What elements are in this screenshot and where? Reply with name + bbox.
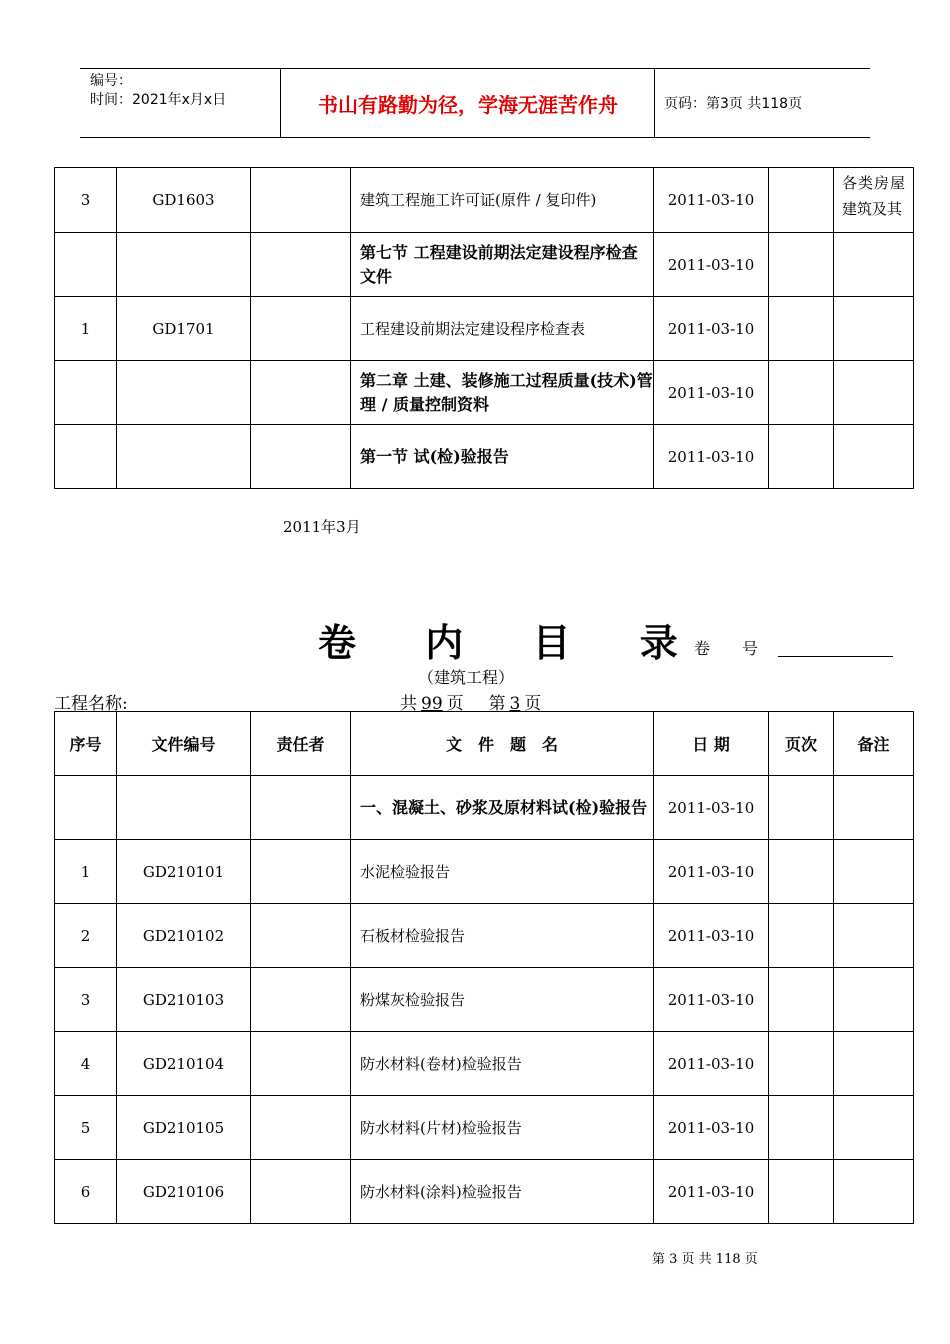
file-title: 工程建设前期法定建设程序检查表 xyxy=(351,297,654,361)
file-code: GD1603 xyxy=(117,168,251,233)
responsible-party xyxy=(251,233,351,297)
responsible-party xyxy=(251,776,351,840)
file-date: 2011-03-10 xyxy=(654,233,769,297)
remarks xyxy=(834,968,914,1032)
file-date: 2011-03-10 xyxy=(654,904,769,968)
row-number xyxy=(55,233,117,297)
page-count xyxy=(769,425,834,489)
table-row xyxy=(55,1160,914,1224)
column-header: 备注 xyxy=(834,712,914,776)
responsible-party xyxy=(251,1160,351,1224)
table-row xyxy=(55,904,914,968)
total-suffix: 页 xyxy=(446,694,464,714)
page-count xyxy=(769,233,834,297)
file-title: 水泥检验报告 xyxy=(351,840,654,904)
row-number xyxy=(55,361,117,425)
catalog-title: 卷 内 目 录 xyxy=(318,620,706,665)
table-row xyxy=(55,840,914,904)
file-code xyxy=(117,776,251,840)
file-date: 2011-03-10 xyxy=(654,297,769,361)
header-page-info: 页码：第3页 共118页 xyxy=(664,96,803,112)
row-number xyxy=(55,776,117,840)
responsible-party xyxy=(251,840,351,904)
file-title: 第一节 试(检)验报告 xyxy=(351,425,654,489)
page-count xyxy=(769,840,834,904)
row-number: 6 xyxy=(55,1160,117,1224)
remarks-text: 各类房屋建筑及其 xyxy=(842,174,905,218)
responsible-party xyxy=(251,968,351,1032)
table-row xyxy=(55,297,914,361)
file-title: 建筑工程施工许可证(原件 / 复印件) xyxy=(351,168,654,233)
date-line: 2011年3月 xyxy=(283,518,361,536)
file-code: GD1701 xyxy=(117,297,251,361)
table-header-row xyxy=(55,712,914,776)
file-date: 2011-03-10 xyxy=(654,425,769,489)
file-code xyxy=(117,425,251,489)
file-code xyxy=(117,361,251,425)
page-count xyxy=(769,1096,834,1160)
file-date: 2011-03-10 xyxy=(654,1096,769,1160)
file-date: 2011-03-10 xyxy=(654,968,769,1032)
current-page: 3 xyxy=(509,694,521,714)
table-row xyxy=(55,968,914,1032)
file-date: 2011-03-10 xyxy=(654,361,769,425)
column-header: 日 期 xyxy=(654,712,769,776)
page-prefix: 第 xyxy=(488,694,506,714)
catalog-subtitle: （建筑工程） xyxy=(418,668,515,687)
responsible-party xyxy=(251,361,351,425)
volume-number-line xyxy=(778,656,893,657)
remarks xyxy=(834,361,914,425)
volume-label: 卷 号 xyxy=(694,639,759,658)
remarks xyxy=(834,904,914,968)
page-count xyxy=(769,968,834,1032)
file-code: GD210105 xyxy=(117,1096,251,1160)
remarks xyxy=(834,233,914,297)
project-name-label: 工程名称: xyxy=(54,694,128,714)
table-row xyxy=(55,233,914,297)
catalog-table-continued xyxy=(54,167,914,489)
remarks xyxy=(834,1032,914,1096)
column-header: 文 件 题 名 xyxy=(351,712,654,776)
page-count xyxy=(769,361,834,425)
page-count xyxy=(769,168,834,233)
row-number: 2 xyxy=(55,904,117,968)
responsible-party xyxy=(251,1032,351,1096)
table-row xyxy=(55,1032,914,1096)
remarks xyxy=(834,840,914,904)
row-number: 3 xyxy=(55,168,117,233)
responsible-party xyxy=(251,1096,351,1160)
row-number: 3 xyxy=(55,968,117,1032)
remarks xyxy=(834,425,914,489)
row-number xyxy=(55,425,117,489)
page-count xyxy=(769,904,834,968)
row-number: 1 xyxy=(55,297,117,361)
file-code xyxy=(117,233,251,297)
file-title: 第七节 工程建设前期法定建设程序检查文件 xyxy=(351,233,654,297)
page-header xyxy=(80,68,870,138)
page-count xyxy=(769,776,834,840)
page-count xyxy=(769,1032,834,1096)
file-date: 2011-03-10 xyxy=(654,168,769,233)
file-title: 第二章 土建、装修施工过程质量(技术)管理 / 质量控制资料 xyxy=(351,361,654,425)
time-label: 时间：2021年x月x日 xyxy=(90,92,227,108)
remarks xyxy=(834,168,914,233)
responsible-party xyxy=(251,425,351,489)
column-header: 页次 xyxy=(769,712,834,776)
file-title: 防水材料(片材)检验报告 xyxy=(351,1096,654,1160)
serial-number-label: 编号： xyxy=(90,73,132,89)
column-header: 责任者 xyxy=(251,712,351,776)
catalog-table xyxy=(54,711,914,1224)
header-meta xyxy=(80,69,281,137)
row-number: 1 xyxy=(55,840,117,904)
header-motto: 书山有路勤为径，学海无涯苦作舟 xyxy=(282,69,655,137)
file-title: 石板材检验报告 xyxy=(351,904,654,968)
page-count xyxy=(769,1160,834,1224)
page-suffix: 页 xyxy=(524,694,542,714)
file-date: 2011-03-10 xyxy=(654,776,769,840)
table-row xyxy=(55,1096,914,1160)
file-title: 防水材料(卷材)检验报告 xyxy=(351,1032,654,1096)
file-code: GD210103 xyxy=(117,968,251,1032)
total-pages: 99 xyxy=(421,694,443,714)
row-number: 4 xyxy=(55,1032,117,1096)
file-date: 2011-03-10 xyxy=(654,1160,769,1224)
file-date: 2011-03-10 xyxy=(654,840,769,904)
page-footer: 第 3 页 共 118 页 xyxy=(652,1252,758,1267)
file-title: 一、混凝土、砂浆及原材料试(检)验报告 xyxy=(351,776,654,840)
table-row xyxy=(55,168,914,233)
table-row xyxy=(55,361,914,425)
remarks xyxy=(834,1096,914,1160)
responsible-party xyxy=(251,297,351,361)
table-row xyxy=(55,425,914,489)
file-code: GD210101 xyxy=(117,840,251,904)
column-header: 文件编号 xyxy=(117,712,251,776)
file-title: 防水材料(涂料)检验报告 xyxy=(351,1160,654,1224)
file-code: GD210102 xyxy=(117,904,251,968)
remarks xyxy=(834,1160,914,1224)
total-prefix: 共 xyxy=(400,694,417,714)
table-row xyxy=(55,776,914,840)
column-header: 序号 xyxy=(55,712,117,776)
file-title: 粉煤灰检验报告 xyxy=(351,968,654,1032)
file-code: GD210106 xyxy=(117,1160,251,1224)
row-number: 5 xyxy=(55,1096,117,1160)
remarks xyxy=(834,776,914,840)
file-code: GD210104 xyxy=(117,1032,251,1096)
responsible-party xyxy=(251,168,351,233)
remarks xyxy=(834,297,914,361)
file-date: 2011-03-10 xyxy=(654,1032,769,1096)
page-count xyxy=(769,297,834,361)
responsible-party xyxy=(251,904,351,968)
